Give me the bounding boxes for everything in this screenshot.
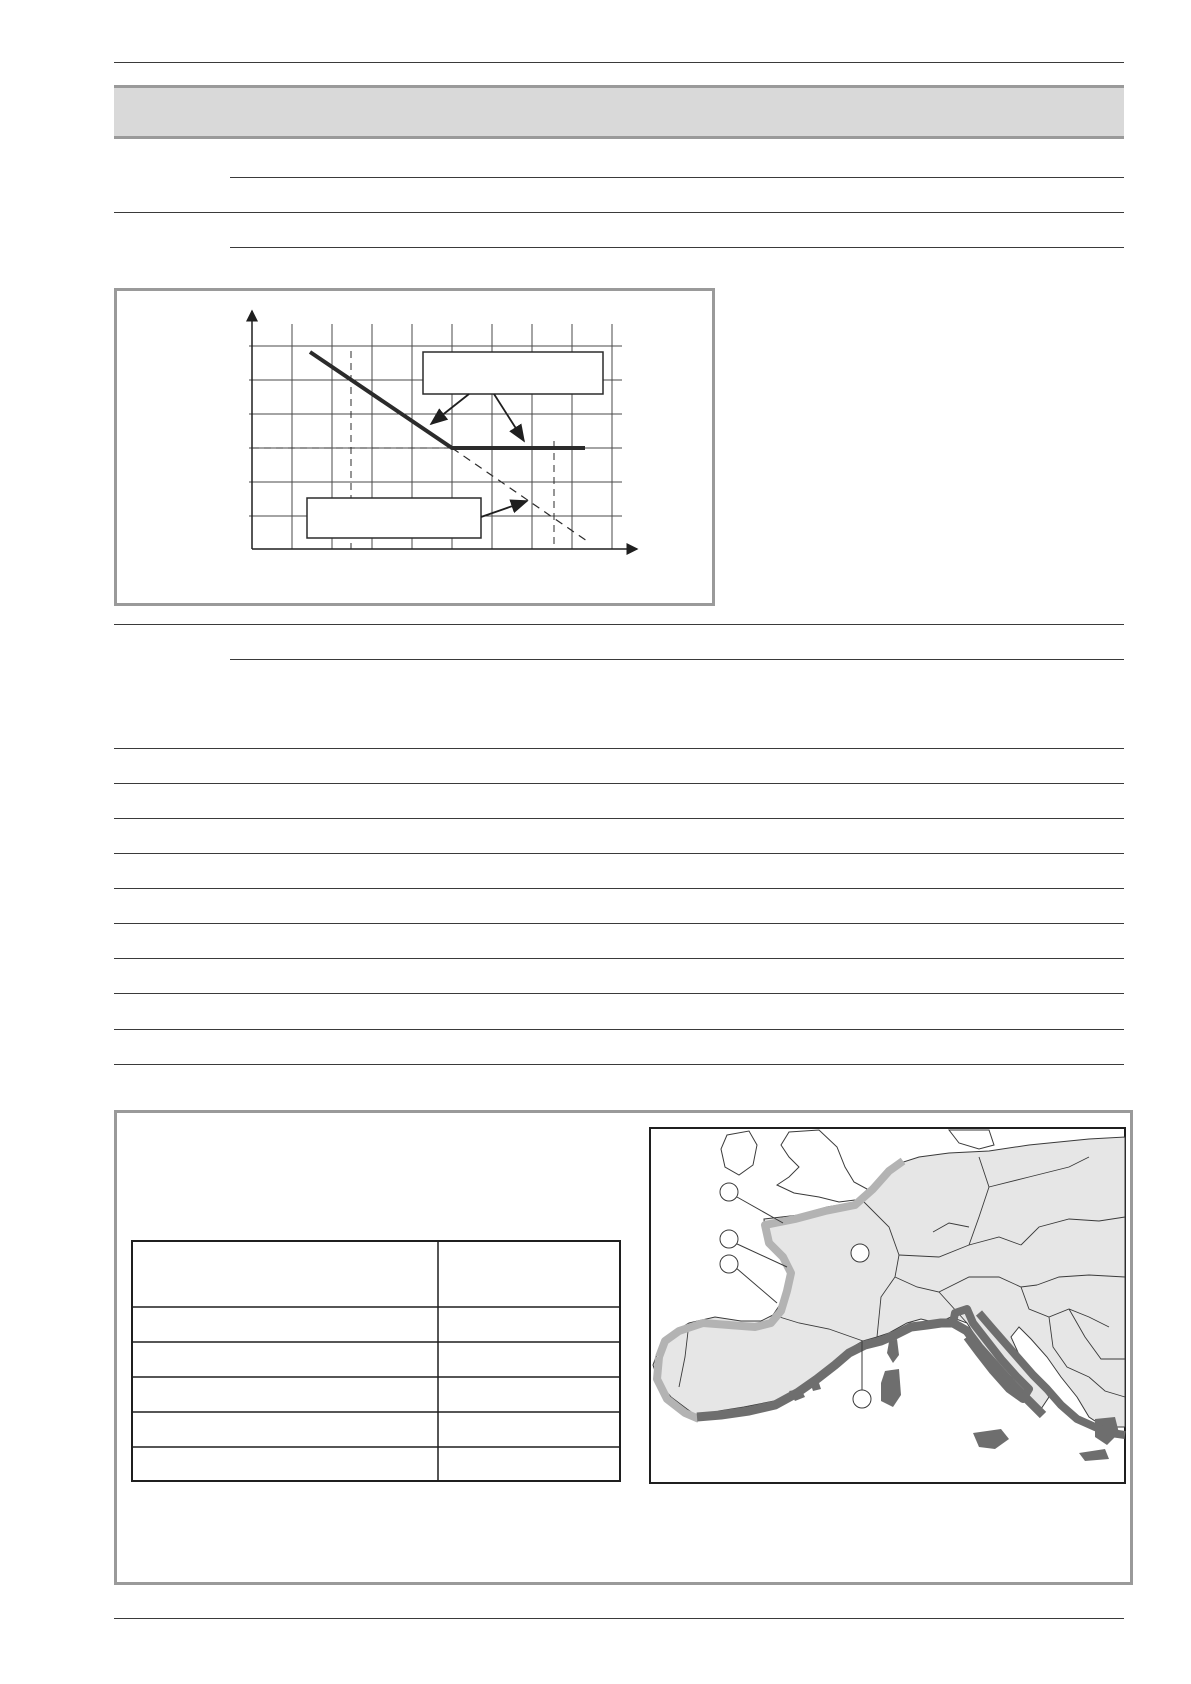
page-bottom-rule	[114, 1618, 1124, 1619]
zone-marker	[851, 1244, 869, 1262]
text-rule	[114, 853, 1124, 854]
europe-zone-map	[649, 1127, 1126, 1484]
text-rule	[114, 888, 1124, 889]
text-rule	[114, 748, 1124, 749]
text-rule	[114, 212, 1124, 213]
callout-arrow	[481, 501, 527, 517]
zone-marker	[720, 1255, 738, 1273]
data-table	[131, 1240, 622, 1485]
graph-figure-frame	[114, 288, 715, 606]
text-rule	[114, 1029, 1124, 1030]
zone-marker	[720, 1230, 738, 1248]
text-rule	[114, 1064, 1124, 1065]
section-header-band	[114, 85, 1124, 139]
text-rule	[230, 659, 1124, 660]
text-rule	[114, 783, 1124, 784]
zone-marker	[853, 1390, 871, 1408]
text-rule	[114, 923, 1124, 924]
callout-arrow	[431, 394, 469, 424]
map-figure-frame	[114, 1110, 1133, 1585]
zone-marker	[720, 1183, 738, 1201]
text-rule	[114, 624, 1124, 625]
callout-box-upper	[423, 352, 603, 394]
text-rule	[230, 177, 1124, 178]
page-top-rule	[114, 62, 1124, 63]
text-rule	[114, 958, 1124, 959]
line-graph	[117, 291, 712, 603]
text-rule	[114, 818, 1124, 819]
text-rule	[114, 993, 1124, 994]
text-rule	[230, 247, 1124, 248]
callout-arrow	[494, 394, 524, 441]
callout-box-lower	[307, 498, 481, 538]
